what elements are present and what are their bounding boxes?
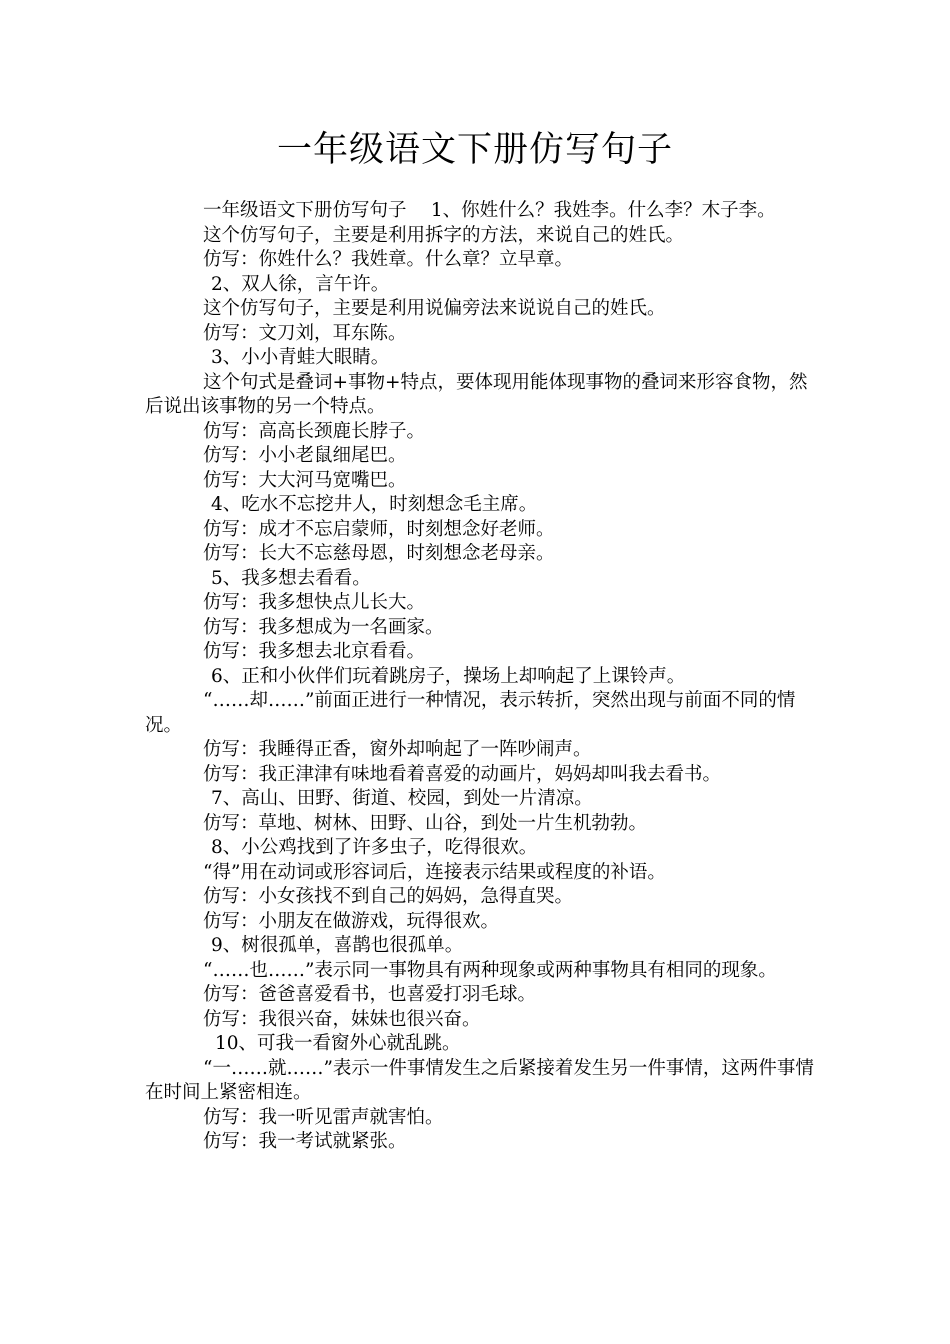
paragraph: 仿写：爸爸喜爱看书，也喜爱打羽毛球。 (203, 984, 537, 1005)
paragraph: 这个仿写句子，主要是利用拆字的方法，来说自己的姓氏。 (203, 224, 685, 246)
paragraph: 3、小小青蛙大眼睛。 (211, 347, 390, 368)
paragraph: 仿写：高高长颈鹿长脖子。 (203, 420, 426, 442)
paragraph: 仿写：你姓什么？我姓章。什么章？立早章。 (203, 249, 574, 270)
paragraph: 仿写：长大不忘慈母恩，时刻想念老母亲。 (203, 543, 555, 564)
document-title: 一年级语文下册仿写句子 (276, 130, 673, 170)
paragraph: 仿写：我一听见雷声就害怕。 (203, 1106, 444, 1128)
paragraph: 仿写：我多想成为一名画家。 (203, 616, 444, 638)
paragraph: “……也……”表示同一事物具有两种现象或两种事物具有相同的现象。 (203, 959, 777, 981)
paragraph: 7、高山、田野、街道、校园，到处一片清凉。 (211, 788, 593, 809)
paragraph: 仿写：我很兴奋，妹妹也很兴奋。 (203, 1008, 481, 1030)
paragraph: 2、双人徐，言午许。 (211, 273, 390, 295)
paragraph: “得”用在动词或形容词后，连接表示结果或程度的补语。 (203, 861, 666, 883)
paragraph: 9、树很孤单，喜鹊也很孤单。 (211, 935, 464, 956)
paragraph: 仿写：我一考试就紧张。 (203, 1131, 407, 1152)
document-body (145, 199, 820, 1155)
paragraph: 这个仿写句子，主要是利用说偏旁法来说说自己的姓氏。 (203, 298, 666, 319)
paragraph: 仿写：大大河马宽嘴巴。 (203, 469, 407, 491)
paragraph: 8、小公鸡找到了许多虫子，吃得很欢。 (211, 837, 538, 858)
paragraph: “一……就……”表示一件事情发生之后紧接着发生另一件事情，这两件事情在时间上紧密相连。 (145, 1057, 814, 1103)
paragraph: 仿写：小女孩找不到自己的妈妈，急得直哭。 (203, 886, 574, 907)
paragraph: 仿写：文刀刘，耳东陈。 (203, 322, 407, 344)
paragraph: “……却……”前面正进行一种情况，表示转折，突然出现与前面不同的情况。 (145, 690, 796, 736)
paragraph: 4、吃水不忘挖井人，时刻想念毛主席。 (211, 494, 538, 515)
paragraph: 6、正和小伙伴们玩着跳房子，操场上却响起了上课铃声。 (211, 665, 686, 687)
paragraph: 仿写：成才不忘启蒙师，时刻想念好老师。 (203, 518, 555, 540)
paragraph: 这个句式是叠词+事物+特点，要体现用能体现事物的叠词来形容食物，然后说出该事物的另一个特点。 (145, 371, 808, 417)
paragraph: 10、可我一看窗外心就乱跳。 (215, 1033, 461, 1054)
paragraph: 仿写：小小老鼠细尾巴。 (203, 445, 407, 466)
paragraph: 一年级语文下册仿写句子 1、你姓什么？我姓李。什么李？木子李。 (203, 200, 776, 221)
paragraph: 仿写：我多想去北京看看。 (203, 641, 426, 662)
paragraph: 仿写：我正津津有味地看着喜爱的动画片，妈妈却叫我去看书。 (203, 763, 722, 785)
paragraph: 仿写：小朋友在做游戏，玩得很欢。 (203, 910, 500, 932)
paragraph: 仿写：草地、树林、田野、山谷，到处一片生机勃勃。 (203, 812, 648, 834)
paragraph: 仿写：我睡得正香，窗外却响起了一阵吵闹声。 (203, 739, 592, 760)
paragraph: 5、我多想去看看。 (211, 567, 371, 589)
paragraph: 仿写：我多想快点儿长大。 (203, 592, 426, 613)
